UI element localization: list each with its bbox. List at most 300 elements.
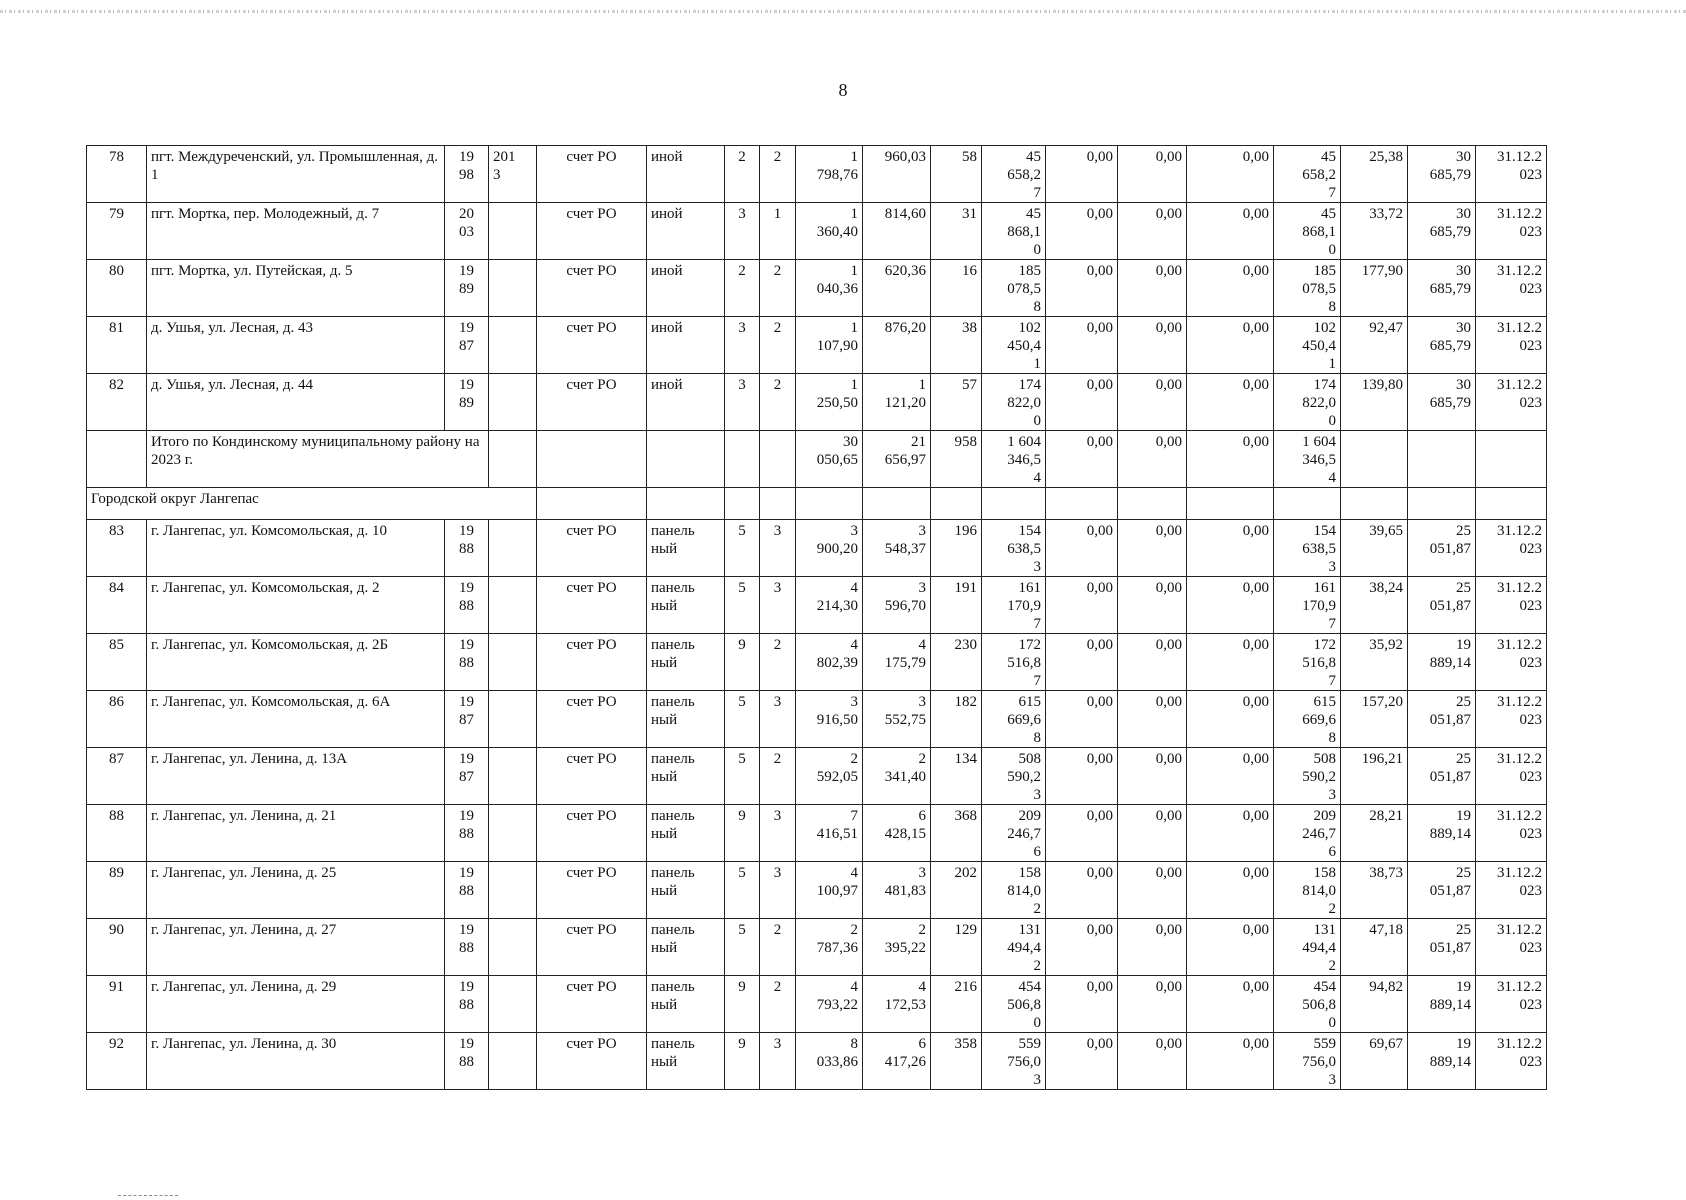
cell-floors: 2 bbox=[725, 260, 760, 317]
cell-address: г. Лангепас, ул. Ленина, д. 27 bbox=[147, 919, 445, 976]
cell-cost-fund-support: 0,00 bbox=[1046, 919, 1118, 976]
cell-limit-cost: 30 685,79 bbox=[1408, 374, 1476, 431]
cell-unit-cost: 69,67 bbox=[1341, 1033, 1408, 1090]
cell-limit-cost: 25 051,87 bbox=[1408, 748, 1476, 805]
district-empty bbox=[1046, 488, 1118, 520]
cell-area-living: 1 121,20 bbox=[863, 374, 931, 431]
cell-limit-cost: 19 889,14 bbox=[1408, 976, 1476, 1033]
cell-cost-regional: 0,00 bbox=[1118, 691, 1187, 748]
district-empty bbox=[1408, 488, 1476, 520]
cell-no: 90 bbox=[87, 919, 147, 976]
cell-deadline: 31.12.2 023 bbox=[1476, 317, 1547, 374]
cell-address: д. Ушья, ул. Лесная, д. 44 bbox=[147, 374, 445, 431]
cell-wall-material: иной bbox=[647, 260, 725, 317]
cell-floors: 9 bbox=[725, 805, 760, 862]
cell-year-built: 19 89 bbox=[445, 374, 489, 431]
cell-cost-local: 0,00 bbox=[1187, 260, 1274, 317]
cell-cost-local: 0,00 bbox=[1187, 146, 1274, 203]
cell-limit-cost: 19 889,14 bbox=[1408, 634, 1476, 691]
cell-fund-method: счет РО bbox=[537, 203, 647, 260]
cell-no: 87 bbox=[87, 748, 147, 805]
cell-entrances: 3 bbox=[760, 1033, 796, 1090]
cell-year-built: 19 89 bbox=[445, 260, 489, 317]
cell-cost-owners: 209 246,7 6 bbox=[1274, 805, 1341, 862]
cell-cost-total: 45 658,2 7 bbox=[982, 146, 1046, 203]
cell-residents: 196 bbox=[931, 520, 982, 577]
cell-fund-method: счет РО bbox=[537, 577, 647, 634]
cell-cost-regional: 0,00 bbox=[1118, 805, 1187, 862]
cell-deadline: 31.12.2 023 bbox=[1476, 691, 1547, 748]
cell-year-commissioned bbox=[489, 203, 537, 260]
cell-address: г. Лангепас, ул. Ленина, д. 13А bbox=[147, 748, 445, 805]
cell-cost-regional: 0,00 bbox=[1118, 146, 1187, 203]
cell-cost-total: 154 638,5 3 bbox=[982, 520, 1046, 577]
cell-area-living: 3 596,70 bbox=[863, 577, 931, 634]
cell-entrances: 2 bbox=[760, 260, 796, 317]
cell-residents: 38 bbox=[931, 317, 982, 374]
cell-address: пгт. Мортка, пер. Молодежный, д. 7 bbox=[147, 203, 445, 260]
cell-area-total: 4 214,30 bbox=[796, 577, 863, 634]
cell-cost-local: 0,00 bbox=[1187, 1033, 1274, 1090]
cell-cost-local: 0,00 bbox=[1187, 203, 1274, 260]
cell-area-total: 3 900,20 bbox=[796, 520, 863, 577]
cell-wall-material: иной bbox=[647, 374, 725, 431]
cell-entrances: 2 bbox=[760, 374, 796, 431]
cell-unit-cost: 38,24 bbox=[1341, 577, 1408, 634]
cell-unit-cost: 25,38 bbox=[1341, 146, 1408, 203]
cell-cost-local: 0,00 bbox=[1187, 317, 1274, 374]
cell-deadline: 31.12.2 023 bbox=[1476, 862, 1547, 919]
cell-cost-fund-support: 0,00 bbox=[1046, 520, 1118, 577]
cell-cost-owners: 615 669,6 8 bbox=[1274, 691, 1341, 748]
cell-wall-material: панель ный bbox=[647, 1033, 725, 1090]
page-number: 8 bbox=[838, 80, 848, 100]
cell-area-living: 960,03 bbox=[863, 146, 931, 203]
cell-fund-method: счет РО bbox=[537, 976, 647, 1033]
cell-year-built: 20 03 bbox=[445, 203, 489, 260]
footer-scan-mark bbox=[118, 1195, 178, 1197]
cell-cost-regional: 0,00 bbox=[1118, 862, 1187, 919]
cell-residents: 134 bbox=[931, 748, 982, 805]
cell-cost-local: 0,00 bbox=[1187, 634, 1274, 691]
cell-cost-total: 174 822,0 0 bbox=[982, 374, 1046, 431]
cell-area-total: 2 592,05 bbox=[796, 748, 863, 805]
cell-cost-fund-support: 0,00 bbox=[1046, 146, 1118, 203]
cell-cost-fund-support: 0,00 bbox=[1046, 260, 1118, 317]
cell-wall-material: панель ный bbox=[647, 862, 725, 919]
cell-year-commissioned bbox=[489, 805, 537, 862]
cell-limit-cost: 25 051,87 bbox=[1408, 577, 1476, 634]
cell-floors: 9 bbox=[725, 976, 760, 1033]
cell-cost-local: 0,00 bbox=[1187, 862, 1274, 919]
cell-year-commissioned bbox=[489, 919, 537, 976]
cell-limit-cost: 30 685,79 bbox=[1408, 203, 1476, 260]
cell-no: 79 bbox=[87, 203, 147, 260]
cell-cost-owners: 102 450,4 1 bbox=[1274, 317, 1341, 374]
cell-no: 82 bbox=[87, 374, 147, 431]
cell-cost-local: 0,00 bbox=[1187, 976, 1274, 1033]
cell-deadline: 31.12.2 023 bbox=[1476, 260, 1547, 317]
cell-cost-owners: 158 814,0 2 bbox=[1274, 862, 1341, 919]
scan-edge-artifact bbox=[0, 10, 1686, 13]
cell-cost-owners: 454 506,8 0 bbox=[1274, 976, 1341, 1033]
cell-address: г. Лангепас, ул. Ленина, д. 29 bbox=[147, 976, 445, 1033]
total-empty-deadline bbox=[1476, 431, 1547, 488]
cell-area-living: 2 395,22 bbox=[863, 919, 931, 976]
cell-year-commissioned bbox=[489, 374, 537, 431]
cell-fund-method: счет РО bbox=[537, 919, 647, 976]
cell-cost-regional: 0,00 bbox=[1118, 260, 1187, 317]
cell-deadline: 31.12.2 023 bbox=[1476, 374, 1547, 431]
cell-residents: 58 bbox=[931, 146, 982, 203]
cell-cost-local: 0,00 bbox=[1187, 805, 1274, 862]
cell-limit-cost: 19 889,14 bbox=[1408, 805, 1476, 862]
total-empty-entrances bbox=[760, 431, 796, 488]
cell-year-built: 19 88 bbox=[445, 919, 489, 976]
cell-residents: 216 bbox=[931, 976, 982, 1033]
district-empty bbox=[931, 488, 982, 520]
cell-area-total: 1 107,90 bbox=[796, 317, 863, 374]
cell-no: 78 bbox=[87, 146, 147, 203]
cell-wall-material: панель ный bbox=[647, 748, 725, 805]
table-row bbox=[87, 520, 1547, 577]
cell-cost-total: 161 170,9 7 bbox=[982, 577, 1046, 634]
cell-area-living: 4 172,53 bbox=[863, 976, 931, 1033]
cell-cost-fund-support: 0,00 bbox=[1046, 1033, 1118, 1090]
cell-limit-cost: 25 051,87 bbox=[1408, 520, 1476, 577]
cell-address: г. Лангепас, ул. Комсомольская, д. 6А bbox=[147, 691, 445, 748]
cell-no: 86 bbox=[87, 691, 147, 748]
cell-cost-fund-support: 0,00 bbox=[1046, 634, 1118, 691]
cell-wall-material: панель ный bbox=[647, 691, 725, 748]
cell-cost-local: 0,00 bbox=[1187, 520, 1274, 577]
cell-address: пгт. Междуреченский, ул. Промышленная, д. 1 bbox=[147, 146, 445, 203]
table-row bbox=[87, 691, 1547, 748]
cell-cost-fund-support: 0,00 bbox=[1046, 317, 1118, 374]
cell-address: д. Ушья, ул. Лесная, д. 43 bbox=[147, 317, 445, 374]
cell-limit-cost: 25 051,87 bbox=[1408, 919, 1476, 976]
cell-deadline: 31.12.2 023 bbox=[1476, 748, 1547, 805]
district-empty bbox=[1341, 488, 1408, 520]
district-empty bbox=[796, 488, 863, 520]
cell-unit-cost: 39,65 bbox=[1341, 520, 1408, 577]
cell-residents: 202 bbox=[931, 862, 982, 919]
cell-cost-owners: 45 658,2 7 bbox=[1274, 146, 1341, 203]
cell-area-total: 1 360,40 bbox=[796, 203, 863, 260]
cell-residents: 368 bbox=[931, 805, 982, 862]
cell-year-built: 19 87 bbox=[445, 691, 489, 748]
cell-cost-owners: 161 170,9 7 bbox=[1274, 577, 1341, 634]
cell-cost-fund-support: 0,00 bbox=[1046, 976, 1118, 1033]
cell-year-built: 19 87 bbox=[445, 748, 489, 805]
cell-cost-total: 209 246,7 6 bbox=[982, 805, 1046, 862]
cell-deadline: 31.12.2 023 bbox=[1476, 919, 1547, 976]
cell-unit-cost: 177,90 bbox=[1341, 260, 1408, 317]
cell-wall-material: иной bbox=[647, 146, 725, 203]
cell-entrances: 2 bbox=[760, 146, 796, 203]
cell-area-total: 1 040,36 bbox=[796, 260, 863, 317]
cell-deadline: 31.12.2 023 bbox=[1476, 203, 1547, 260]
cell-cost-regional: 0,00 bbox=[1118, 748, 1187, 805]
cell-area-total: 4 100,97 bbox=[796, 862, 863, 919]
district-empty bbox=[1187, 488, 1274, 520]
cell-residents: 16 bbox=[931, 260, 982, 317]
table-row bbox=[87, 374, 1547, 431]
cell-unit-cost: 92,47 bbox=[1341, 317, 1408, 374]
cell-no: 80 bbox=[87, 260, 147, 317]
cell-no: 81 bbox=[87, 317, 147, 374]
cell-unit-cost: 38,73 bbox=[1341, 862, 1408, 919]
table-row bbox=[87, 203, 1547, 260]
cell-cost-total: 559 756,0 3 bbox=[982, 1033, 1046, 1090]
cell-cost-regional: 0,00 bbox=[1118, 976, 1187, 1033]
cell-year-commissioned bbox=[489, 317, 537, 374]
cell-unit-cost: 157,20 bbox=[1341, 691, 1408, 748]
cell-area-living: 3 548,37 bbox=[863, 520, 931, 577]
cell-cost-total: 102 450,4 1 bbox=[982, 317, 1046, 374]
cell-entrances: 2 bbox=[760, 634, 796, 691]
cell-deadline: 31.12.2 023 bbox=[1476, 1033, 1547, 1090]
cell-deadline: 31.12.2 023 bbox=[1476, 805, 1547, 862]
table-row bbox=[87, 748, 1547, 805]
table-row bbox=[87, 862, 1547, 919]
cell-cost-regional: 0,00 bbox=[1118, 577, 1187, 634]
cell-unit-cost: 94,82 bbox=[1341, 976, 1408, 1033]
cell-cost-regional: 0,00 bbox=[1118, 919, 1187, 976]
cell-limit-cost: 30 685,79 bbox=[1408, 260, 1476, 317]
cell-year-built: 19 88 bbox=[445, 577, 489, 634]
cell-cost-total: 131 494,4 2 bbox=[982, 919, 1046, 976]
cell-cost-regional: 0,00 bbox=[1118, 374, 1187, 431]
cell-deadline: 31.12.2 023 bbox=[1476, 634, 1547, 691]
cell-area-total: 1 250,50 bbox=[796, 374, 863, 431]
cell-year-built: 19 88 bbox=[445, 976, 489, 1033]
cell-cost-total: 45 868,1 0 bbox=[982, 203, 1046, 260]
cell-no: 91 bbox=[87, 976, 147, 1033]
cell-address: г. Лангепас, ул. Ленина, д. 30 bbox=[147, 1033, 445, 1090]
cell-fund-method: счет РО bbox=[537, 748, 647, 805]
cell-year-commissioned bbox=[489, 862, 537, 919]
cell-unit-cost: 33,72 bbox=[1341, 203, 1408, 260]
cell-year-built: 19 88 bbox=[445, 805, 489, 862]
cell-cost-fund-support: 0,00 bbox=[1046, 862, 1118, 919]
cell-cost-fund-support: 0,00 bbox=[1046, 805, 1118, 862]
cell-unit-cost: 47,18 bbox=[1341, 919, 1408, 976]
cell-area-total: 8 033,86 bbox=[796, 1033, 863, 1090]
cell-residents: 182 bbox=[931, 691, 982, 748]
cell-year-built: 19 88 bbox=[445, 634, 489, 691]
table-row bbox=[87, 805, 1547, 862]
total-cost-c3: 0,00 bbox=[1187, 431, 1274, 488]
cell-cost-total: 508 590,2 3 bbox=[982, 748, 1046, 805]
cell-floors: 3 bbox=[725, 203, 760, 260]
district-header-row bbox=[87, 488, 1547, 520]
table-body-langepas bbox=[87, 520, 1547, 1090]
table-row bbox=[87, 1033, 1547, 1090]
cell-address: г. Лангепас, ул. Комсомольская, д. 2Б bbox=[147, 634, 445, 691]
cell-entrances: 3 bbox=[760, 805, 796, 862]
cell-area-living: 6 428,15 bbox=[863, 805, 931, 862]
total-label: Итого по Кондинскому муниципальному району на 2023 г. bbox=[147, 431, 489, 488]
cell-cost-owners: 154 638,5 3 bbox=[1274, 520, 1341, 577]
cell-year-built: 19 88 bbox=[445, 862, 489, 919]
cell-entrances: 1 bbox=[760, 203, 796, 260]
district-name: Городской округ Лангепас bbox=[87, 488, 537, 520]
cell-wall-material: панель ный bbox=[647, 577, 725, 634]
table-row bbox=[87, 976, 1547, 1033]
cell-cost-regional: 0,00 bbox=[1118, 1033, 1187, 1090]
cell-limit-cost: 30 685,79 bbox=[1408, 317, 1476, 374]
total-cost-owners: 1 604 346,5 4 bbox=[1274, 431, 1341, 488]
table-body-kondinsky bbox=[87, 146, 1547, 431]
cell-fund-method: счет РО bbox=[537, 317, 647, 374]
cell-year-commissioned bbox=[489, 748, 537, 805]
cell-cost-regional: 0,00 bbox=[1118, 520, 1187, 577]
cell-floors: 9 bbox=[725, 1033, 760, 1090]
total-cost-c2: 0,00 bbox=[1118, 431, 1187, 488]
cell-cost-owners: 174 822,0 0 bbox=[1274, 374, 1341, 431]
cell-residents: 57 bbox=[931, 374, 982, 431]
cell-residents: 129 bbox=[931, 919, 982, 976]
cell-year-commissioned bbox=[489, 691, 537, 748]
cell-floors: 5 bbox=[725, 577, 760, 634]
cell-address: г. Лангепас, ул. Комсомольская, д. 10 bbox=[147, 520, 445, 577]
cell-residents: 31 bbox=[931, 203, 982, 260]
cell-cost-total: 185 078,5 8 bbox=[982, 260, 1046, 317]
cell-deadline: 31.12.2 023 bbox=[1476, 146, 1547, 203]
cell-wall-material: панель ный bbox=[647, 805, 725, 862]
table-total-kondinsky bbox=[87, 431, 1547, 520]
cell-wall-material: панель ный bbox=[647, 634, 725, 691]
cell-limit-cost: 19 889,14 bbox=[1408, 1033, 1476, 1090]
district-empty bbox=[1476, 488, 1547, 520]
cell-cost-owners: 508 590,2 3 bbox=[1274, 748, 1341, 805]
cell-residents: 230 bbox=[931, 634, 982, 691]
cell-cost-local: 0,00 bbox=[1187, 919, 1274, 976]
cell-entrances: 2 bbox=[760, 919, 796, 976]
total-cost-total: 1 604 346,5 4 bbox=[982, 431, 1046, 488]
cell-cost-regional: 0,00 bbox=[1118, 634, 1187, 691]
cell-wall-material: панель ный bbox=[647, 976, 725, 1033]
cell-wall-material: панель ный bbox=[647, 520, 725, 577]
cell-cost-fund-support: 0,00 bbox=[1046, 748, 1118, 805]
cell-unit-cost: 196,21 bbox=[1341, 748, 1408, 805]
cell-fund-method: счет РО bbox=[537, 374, 647, 431]
table-row bbox=[87, 634, 1547, 691]
district-empty bbox=[863, 488, 931, 520]
cell-cost-fund-support: 0,00 bbox=[1046, 374, 1118, 431]
cell-deadline: 31.12.2 023 bbox=[1476, 577, 1547, 634]
cell-unit-cost: 35,92 bbox=[1341, 634, 1408, 691]
cell-area-living: 620,36 bbox=[863, 260, 931, 317]
cell-address: пгт. Мортка, ул. Путейская, д. 5 bbox=[147, 260, 445, 317]
district-empty bbox=[760, 488, 796, 520]
cell-fund-method: счет РО bbox=[537, 691, 647, 748]
cell-residents: 358 bbox=[931, 1033, 982, 1090]
total-empty-unit bbox=[1341, 431, 1408, 488]
cell-limit-cost: 25 051,87 bbox=[1408, 691, 1476, 748]
cell-no: 92 bbox=[87, 1033, 147, 1090]
cell-area-total: 2 787,36 bbox=[796, 919, 863, 976]
cell-entrances: 2 bbox=[760, 317, 796, 374]
cell-cost-owners: 172 516,8 7 bbox=[1274, 634, 1341, 691]
total-residents: 958 bbox=[931, 431, 982, 488]
table-row bbox=[87, 317, 1547, 374]
total-area-total: 30 050,65 bbox=[796, 431, 863, 488]
cell-wall-material: иной bbox=[647, 317, 725, 374]
repair-program-table bbox=[86, 145, 1547, 1090]
cell-cost-total: 158 814,0 2 bbox=[982, 862, 1046, 919]
cell-address: г. Лангепас, ул. Комсомольская, д. 2 bbox=[147, 577, 445, 634]
cell-cost-local: 0,00 bbox=[1187, 748, 1274, 805]
total-area-living: 21 656,97 bbox=[863, 431, 931, 488]
table-row bbox=[87, 260, 1547, 317]
cell-no: 88 bbox=[87, 805, 147, 862]
district-empty bbox=[982, 488, 1046, 520]
cell-year-commissioned: 201 3 bbox=[489, 146, 537, 203]
cell-floors: 5 bbox=[725, 520, 760, 577]
cell-area-total: 4 802,39 bbox=[796, 634, 863, 691]
cell-area-total: 7 416,51 bbox=[796, 805, 863, 862]
cell-entrances: 3 bbox=[760, 577, 796, 634]
cell-area-total: 3 916,50 bbox=[796, 691, 863, 748]
cell-residents: 191 bbox=[931, 577, 982, 634]
district-empty bbox=[537, 488, 647, 520]
table-row bbox=[87, 146, 1547, 203]
total-row bbox=[87, 431, 1547, 488]
cell-floors: 9 bbox=[725, 634, 760, 691]
district-empty bbox=[1118, 488, 1187, 520]
cell-year-commissioned bbox=[489, 577, 537, 634]
cell-fund-method: счет РО bbox=[537, 634, 647, 691]
cell-year-built: 19 88 bbox=[445, 1033, 489, 1090]
cell-wall-material: панель ный bbox=[647, 919, 725, 976]
cell-area-total: 1 798,76 bbox=[796, 146, 863, 203]
table-row bbox=[87, 919, 1547, 976]
total-empty-limit bbox=[1408, 431, 1476, 488]
cell-fund-method: счет РО bbox=[537, 1033, 647, 1090]
cell-address: г. Лангепас, ул. Ленина, д. 25 bbox=[147, 862, 445, 919]
total-empty-wall bbox=[647, 431, 725, 488]
cell-limit-cost: 25 051,87 bbox=[1408, 862, 1476, 919]
cell-floors: 3 bbox=[725, 317, 760, 374]
cell-cost-total: 615 669,6 8 bbox=[982, 691, 1046, 748]
cell-year-commissioned bbox=[489, 634, 537, 691]
cell-area-living: 3 481,83 bbox=[863, 862, 931, 919]
cell-area-total: 4 793,22 bbox=[796, 976, 863, 1033]
cell-area-living: 6 417,26 bbox=[863, 1033, 931, 1090]
cell-cost-fund-support: 0,00 bbox=[1046, 691, 1118, 748]
cell-unit-cost: 139,80 bbox=[1341, 374, 1408, 431]
cell-cost-total: 172 516,8 7 bbox=[982, 634, 1046, 691]
cell-area-living: 876,20 bbox=[863, 317, 931, 374]
cell-fund-method: счет РО bbox=[537, 146, 647, 203]
cell-cost-total: 454 506,8 0 bbox=[982, 976, 1046, 1033]
table-row bbox=[87, 577, 1547, 634]
cell-deadline: 31.12.2 023 bbox=[1476, 976, 1547, 1033]
cell-area-living: 2 341,40 bbox=[863, 748, 931, 805]
total-empty-year2 bbox=[489, 431, 537, 488]
cell-no: 89 bbox=[87, 862, 147, 919]
cell-cost-local: 0,00 bbox=[1187, 374, 1274, 431]
cell-entrances: 3 bbox=[760, 862, 796, 919]
cell-year-commissioned bbox=[489, 520, 537, 577]
cell-wall-material: иной bbox=[647, 203, 725, 260]
cell-fund-method: счет РО bbox=[537, 520, 647, 577]
cell-floors: 5 bbox=[725, 919, 760, 976]
cell-cost-fund-support: 0,00 bbox=[1046, 577, 1118, 634]
cell-year-commissioned bbox=[489, 976, 537, 1033]
